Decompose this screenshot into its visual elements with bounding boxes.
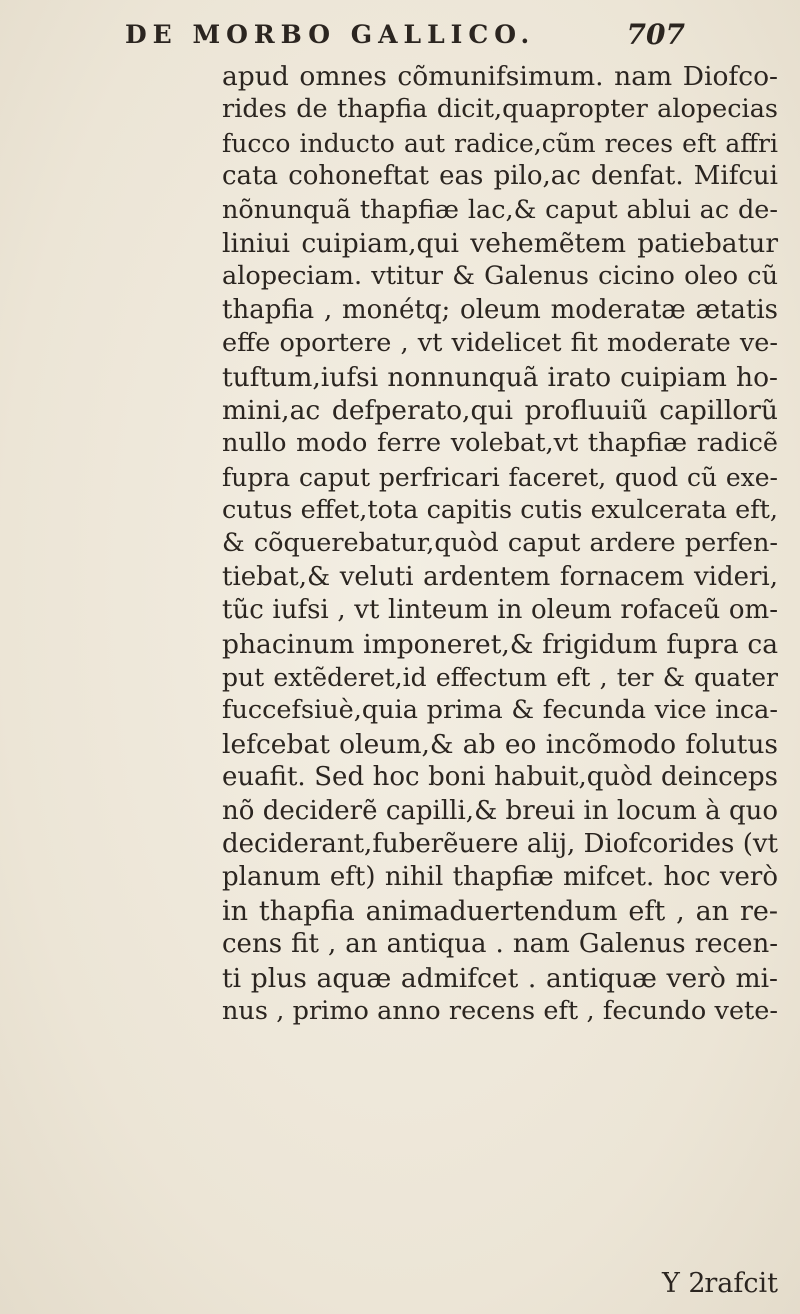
- text-line: rides de thapfia dicit,quapropter alopecias: [222, 94, 778, 125]
- text-line: cata cohoneftat eas pilo,ac denfat. Mifcui: [222, 161, 778, 192]
- text-line: nõnunquã thapfiæ lac,& caput ablui ac de-: [222, 194, 778, 225]
- text-line: fucco inducto aut radice,cũm reces eft affri: [222, 128, 778, 158]
- running-head: [125, 16, 685, 60]
- text-line: alopeciam. vtitur & Galenus cicino oleo cũ: [222, 261, 778, 292]
- text-line: planum eft) nihil thapfiæ mifcet. hoc verò: [222, 862, 778, 893]
- page-number: 707: [626, 18, 685, 51]
- signature-mark: Y 2: [662, 1268, 706, 1299]
- text-line: tuftum,iufsi nonnunquã irato cuipiam ho-: [222, 361, 778, 393]
- text-line: nõ deciderẽ capilli,& breui in locum à quo: [222, 795, 778, 826]
- running-title: DE MORBO GALLICO.: [125, 20, 536, 49]
- catchword: rafcit: [704, 1268, 778, 1299]
- text-line: apud omnes cõmunifsimum. nam Diofco-: [222, 61, 778, 92]
- text-line: cutus effet,tota capitis cutis exulcerata eft,: [222, 495, 778, 526]
- text-line: thapfia , monétq; oleum moderatæ ætatis: [222, 294, 778, 325]
- body-text: [222, 60, 778, 1028]
- text-line: nus , primo anno recens eft , fecundo vete-: [222, 995, 778, 1026]
- text-line: fupra caput perfricari faceret, quod cũ exe-: [222, 462, 778, 492]
- text-line: mini,ac defperato,qui profluuiũ capillorũ: [222, 394, 778, 426]
- text-line: cens fit , an antiqua . nam Galenus recen-: [222, 929, 778, 960]
- text-line: tũc iufsi , vt linteum in oleum rofaceũ om-: [222, 595, 778, 626]
- text-line: liniui cuipiam,qui vehemẽtem patiebatur: [222, 227, 778, 259]
- text-line: fuccefsiuè,quia prima & fecunda vice inca-: [222, 695, 778, 726]
- text-line: euafit. Sed hoc boni habuit,quòd deinceps: [222, 762, 778, 793]
- text-line: in thapfia animaduertendum eft , an re-: [222, 895, 778, 927]
- text-line: put extẽderet,id effectum eft , ter & quater: [222, 663, 778, 693]
- text-line: tiebat,& veluti ardentem fornacem videri,: [222, 561, 778, 592]
- text-line: nullo modo ferre volebat,vt thapfiæ radicẽ: [222, 428, 778, 459]
- page-footer: [222, 1268, 778, 1302]
- text-line: deciderant,fuberẽuere alij, Diofcorides (vt: [222, 828, 778, 859]
- text-line: effe oportere , vt videlicet fit moderate ve-: [222, 328, 778, 359]
- text-line: ti plus aquæ admifcet . antiquæ verò mi-: [222, 962, 778, 994]
- text-line: lefcebat oleum,& ab eo incõmodo folutus: [222, 728, 778, 760]
- text-line: & cõquerebatur,quòd caput ardere perfen-: [222, 528, 778, 559]
- text-line: phacinum imponeret,& frigidum fupra ca: [222, 628, 778, 660]
